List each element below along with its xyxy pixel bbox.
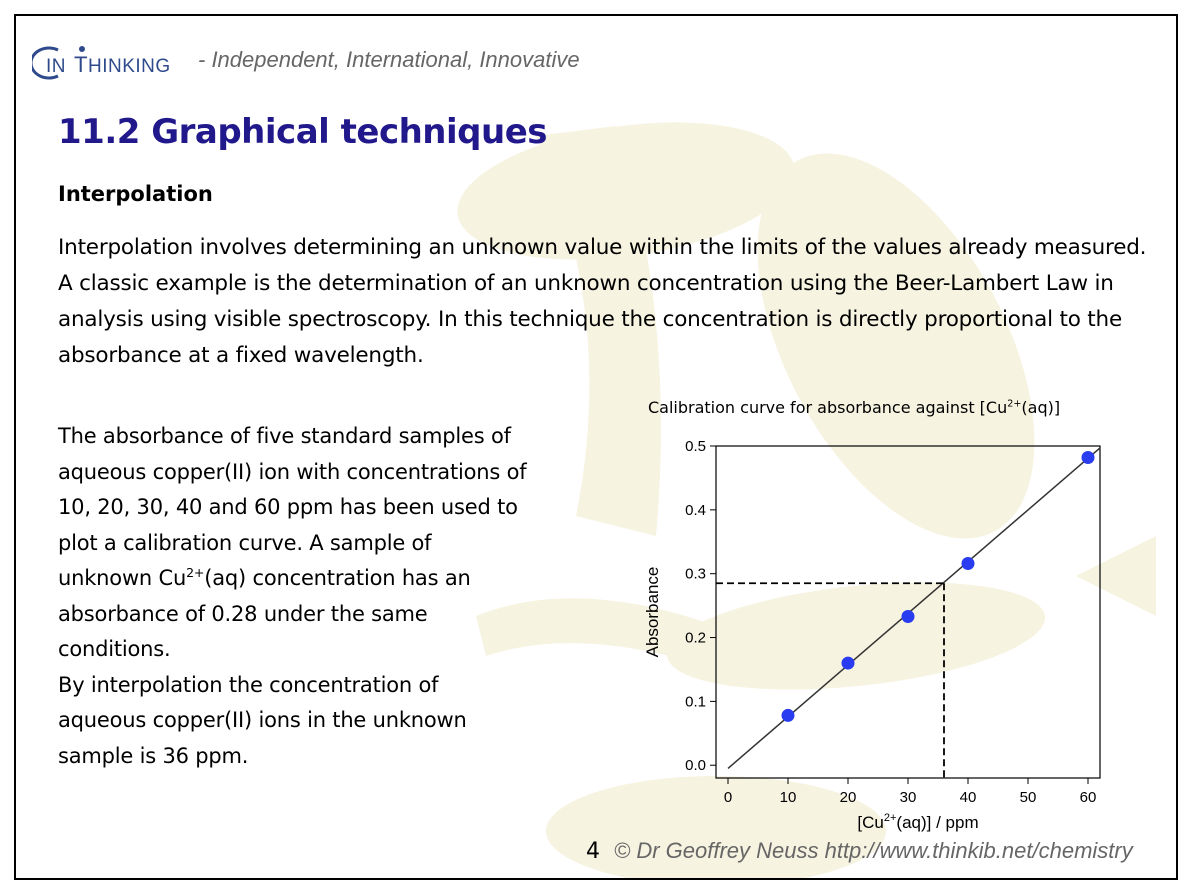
tagline: - Independent, International, Innovative (198, 47, 580, 72)
chart-title-superscript: 2+ (1007, 398, 1022, 410)
y-axis-label: Absorbance (643, 566, 662, 658)
x-tick-label: 30 (899, 789, 917, 806)
x-tick-label: 60 (1079, 789, 1097, 806)
svg-text:IN: IN (46, 56, 66, 77)
x-tick-label: 40 (959, 789, 977, 806)
page-number: 4 (586, 839, 600, 864)
example-text (58, 419, 528, 774)
footer (586, 838, 1133, 864)
calibration-chart (614, 428, 1114, 840)
y-tick-label: 0.2 (685, 629, 706, 647)
copyright-text: © Dr Geoffrey Neuss http://www.thinkib.net/chemistry (614, 838, 1133, 863)
x-tick-label: 0 (723, 789, 733, 806)
example-text-part1: The absorbance of five standard samples of aqueous copper(II) ion with concentrations of 10, 20, 30, 40 and 60 ppm has been used to plot a calibration curve. A sample of unknown Cu (58, 424, 527, 590)
data-point (902, 610, 915, 623)
data-point (782, 709, 795, 722)
x-tick-label: 50 (1019, 789, 1037, 806)
svg-text:HINKING: HINKING (88, 56, 171, 77)
y-tick-label: 0.3 (685, 565, 706, 583)
data-point (962, 557, 975, 570)
chart-title-suffix: (aq)] (1021, 398, 1061, 417)
slide (14, 14, 1178, 880)
x-axis-label: $[Cu^{2+}(aq)]$ / ppm (857, 812, 979, 832)
example-text-superscript: 2+ (186, 565, 205, 580)
x-tick-label: 10 (779, 789, 797, 806)
y-tick-label: 0.5 (685, 438, 706, 455)
header (32, 38, 580, 82)
inthinking-logo (32, 40, 192, 80)
data-point (1082, 451, 1095, 464)
page-title: 11.2 Graphical techniques (58, 112, 547, 152)
y-tick-label: 0.4 (685, 501, 706, 519)
intro-paragraph: Interpolation involves determining an unknown value within the limits of the values already measured. A classic example is the determination of an unknown concentration using the Beer-Lambert Law in analysis using visible spectroscopy. In this technique the concentration is directly proportional to the absorbance at a fixed wavelength. (58, 235, 1147, 368)
chart-title (648, 398, 1060, 417)
section-subtitle: Interpolation (58, 182, 213, 206)
x-tick-label: 20 (839, 789, 857, 806)
example-text-conclusion: By interpolation the concentration of aqueous copper(II) ions in the unknown sample is 36 ppm. (58, 672, 467, 768)
example-text-part2: (aq) concentration has an absorbance of 0.28 under the same conditions. (58, 566, 471, 661)
data-point (842, 657, 855, 670)
y-tick-label: 0.0 (685, 757, 706, 775)
chart-title-prefix: Calibration curve for absorbance against [Cu (648, 398, 1008, 417)
svg-text:T: T (74, 52, 88, 77)
y-tick-label: 0.1 (685, 693, 706, 711)
